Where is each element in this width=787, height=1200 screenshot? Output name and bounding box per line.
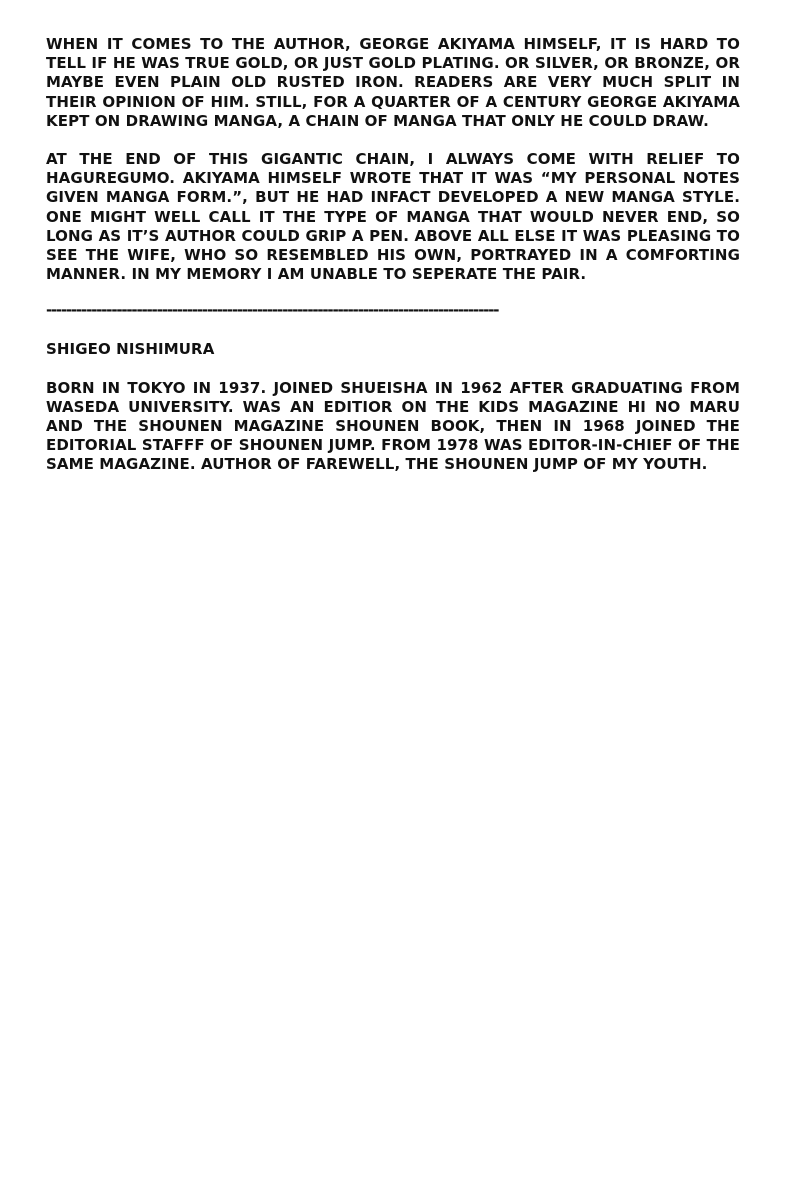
section-divider: ------------------------------------------------------------------------------------------ bbox=[46, 301, 499, 320]
author-bio: BORN IN TOKYO IN 1937. JOINED SHUEISHA IN 1962 AFTER GRADUATING FROM WASEDA UNIVERSITY. WAS AN EDITIOR ON THE KIDS MAGAZINE HI NO MARU AND THE SHOUNEN MAGAZINE SHOUNEN BOOK, THEN IN 1968 JOINED THE EDITORIAL STAFFF OF SHOUNEN JUMP. FROM 1978 WAS EDITOR-IN-CHIEF OF THE SAME MAGAZINE. AUTHOR OF FAREWELL, THE SHOUNEN JUMP OF MY YOUTH. bbox=[46, 378, 740, 474]
essay-paragraph-1: WHEN IT COMES TO THE AUTHOR, GEORGE AKIYAMA HIMSELF, IT IS HARD TO TELL IF HE WAS TRUE GOLD, OR JUST GOLD PLATING. OR SILVER, OR BRONZE, OR MAYBE EVEN PLAIN OLD RUSTED IRON. READERS ARE VERY MUCH SPLIT IN THEIR OPINION OF HIM. STILL, FOR A QUARTER OF A CENTURY GEORGE AKIYAMA KEPT ON DRAWING MANGA, A CHAIN OF MANGA THAT ONLY HE COULD DRAW. bbox=[46, 35, 740, 130]
author-name: SHIGEO NISHIMURA bbox=[46, 340, 215, 359]
text-page bbox=[46, 35, 740, 475]
essay-paragraph-2: AT THE END OF THIS GIGANTIC CHAIN, I ALWAYS COME WITH RELIEF TO HAGUREGUMO. AKIYAMA HIMSELF WROTE THAT IT WAS “MY PERSONAL NOTES GIVEN MANGA FORM.”, BUT HE HAD INFACT DEVELOPED A NEW MANGA STYLE. ONE MIGHT WELL CALL IT THE TYPE OF MANGA THAT WOULD NEVER END, SO LONG AS IT’S AUTHOR COULD GRIP A PEN. ABOVE ALL ELSE IT WAS PLEASING TO SEE THE WIFE, WHO SO RESEMBLED HIS OWN, PORTRAYED IN A COMFORTING MANNER. IN MY MEMORY I AM UNABLE TO SEPERATE THE PAIR. bbox=[46, 150, 740, 284]
